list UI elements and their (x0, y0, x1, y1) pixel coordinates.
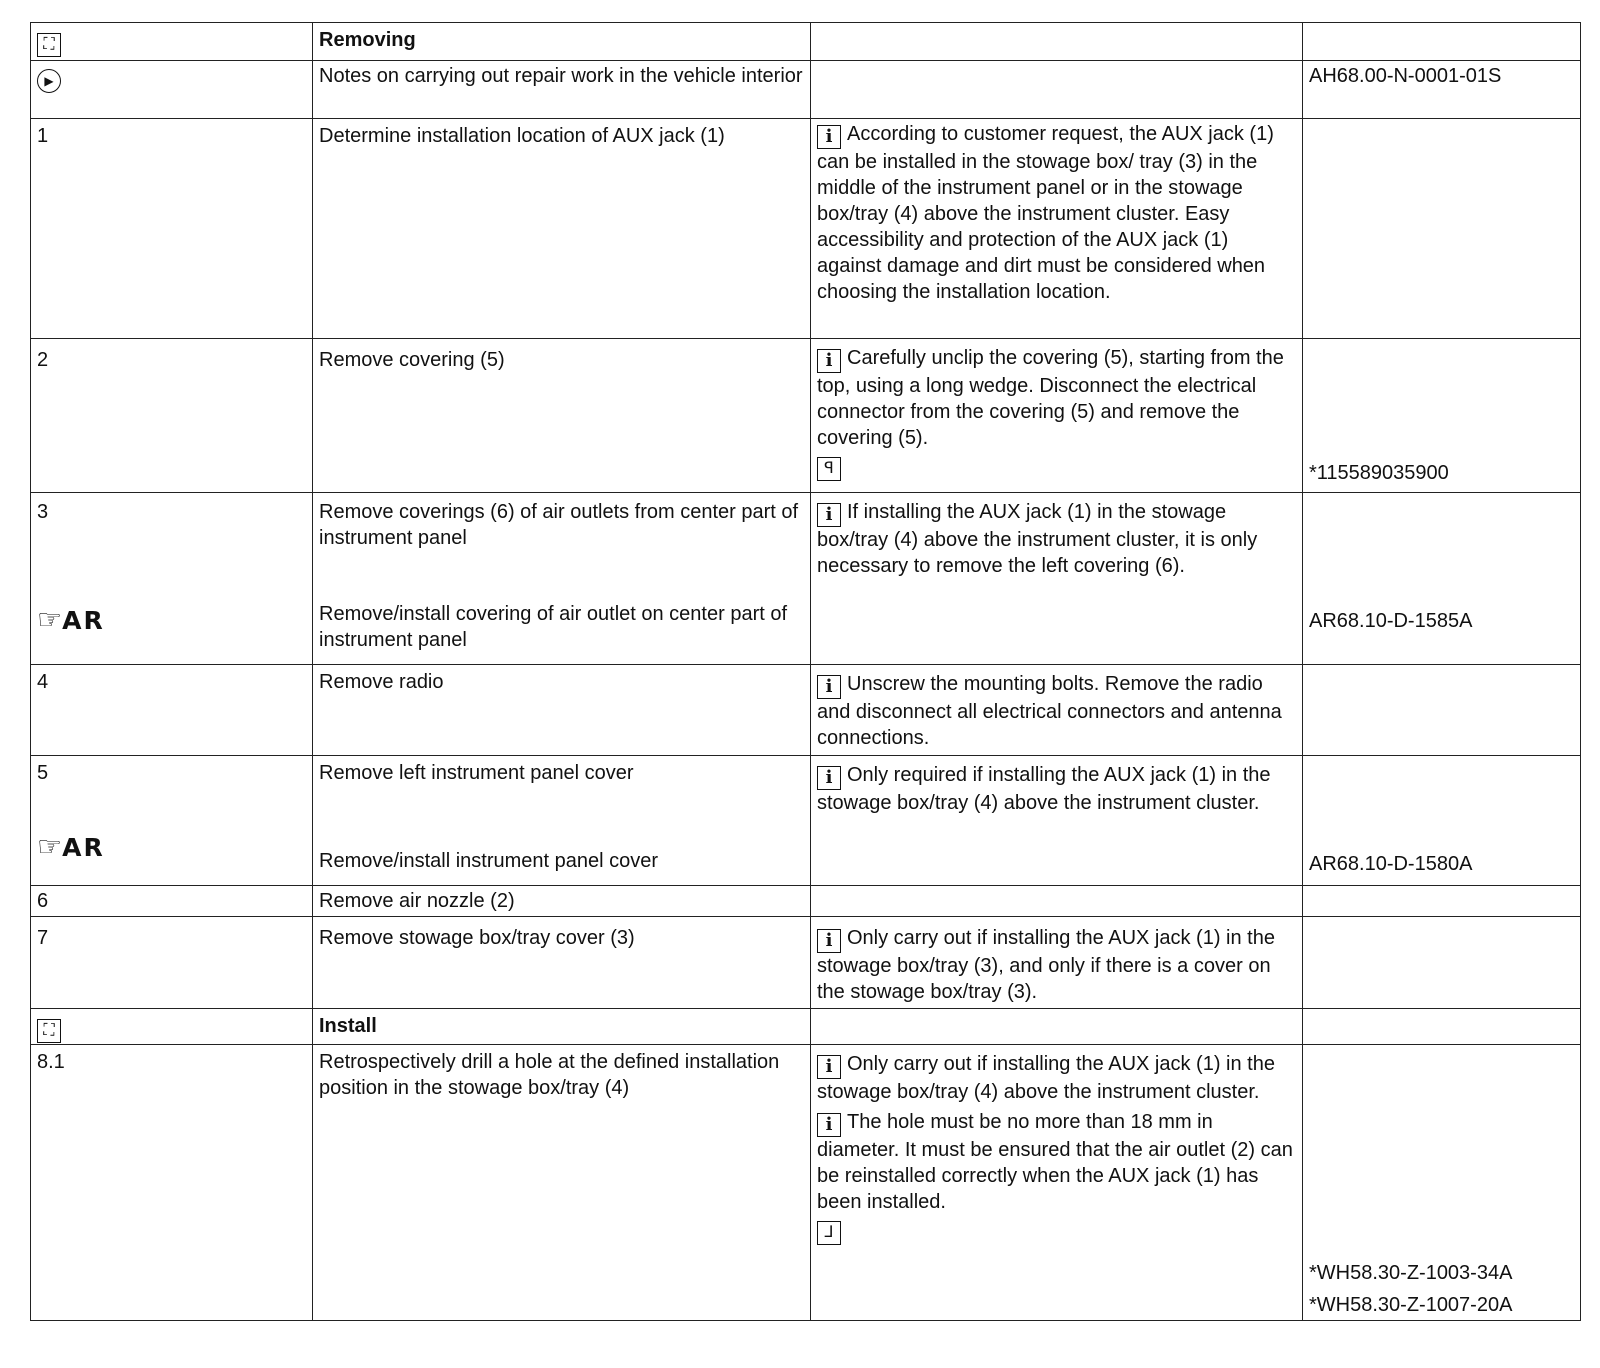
reference-link[interactable]: AH68.00-N-0001-01S (1303, 61, 1581, 119)
note-text: According to customer request, the AUX jack (1) can be installed in the stowage box/ tray (3) in the middle of the instrument panel or in the stowage box/tray (4) above the instrument cluster. Easy accessibility and protection of the AUX jack (1) against damage and dirt must be considered when choosing the installation location. (817, 123, 1274, 303)
step-action: Remove coverings (6) of air outlets from center part of instrument panel (319, 501, 799, 549)
step-number: 8.1 (31, 1045, 313, 1321)
info-icon: i (817, 349, 841, 373)
step-note (811, 493, 1303, 665)
step-action: Remove left instrument panel cover (319, 762, 634, 784)
step-action-cell (313, 493, 811, 665)
info-icon: i (817, 503, 841, 527)
info-icon: i (817, 1055, 841, 1079)
step-note (811, 119, 1303, 339)
install-symbol-icon: ⛶ (37, 1019, 61, 1043)
step-note (811, 339, 1303, 493)
step-note (811, 1045, 1303, 1321)
ar-action: Remove/install covering of air outlet on center part of instrument panel (319, 603, 788, 651)
torque-spec-icon: ⅃ (817, 1221, 841, 1245)
step-number-cell (31, 756, 313, 886)
table-row-step-4 (31, 665, 1581, 756)
table-row-step-3 (31, 493, 1581, 665)
step-number: 4 (31, 665, 313, 756)
step-number: 7 (31, 917, 313, 1009)
section-header-install (31, 1009, 1581, 1045)
note-text: Unscrew the mounting bolts. Remove the radio and disconnect all electrical connectors and antenna connections. (817, 673, 1282, 749)
reference-link[interactable]: *115589035900 (1303, 339, 1581, 493)
reference-link[interactable]: *WH58.30-Z-1007-20A (1309, 1294, 1513, 1316)
step-number: 5 (37, 762, 49, 784)
note-text: Only carry out if installing the AUX jack (1) in the stowage box/tray (3), and only if there is a cover on the stowage box/tray (3). (817, 927, 1275, 1003)
info-icon: i (817, 1113, 841, 1137)
step-note (811, 665, 1303, 756)
ar-reference-marker: ☞AR (37, 830, 105, 863)
table-row-step-5 (31, 756, 1581, 886)
info-icon: i (817, 125, 841, 149)
step-action: Remove stowage box/tray cover (3) (313, 917, 811, 1009)
notes-text: Notes on carrying out repair work in the vehicle interior (313, 61, 811, 119)
note-text: Carefully unclip the covering (5), starting from the top, using a long wedge. Disconnect the electrical connector from the covering (5) and remove the covering (5). (817, 347, 1284, 449)
special-tool-icon: ꟼ (817, 457, 841, 481)
ar-reference-marker: ☞AR (37, 603, 105, 636)
section-title: Removing (313, 23, 811, 61)
step-action: Retrospectively drill a hole at the defined installation position in the stowage box/tray (4) (313, 1045, 811, 1321)
notes-circle-icon: ▶ (37, 69, 61, 93)
step-number: 3 (37, 501, 49, 523)
reference-cell (1303, 1045, 1581, 1321)
section-header-removing (31, 23, 1581, 61)
step-note (811, 917, 1303, 1009)
ar-action: Remove/install instrument panel cover (319, 850, 659, 872)
repair-procedure-table (30, 22, 1581, 1321)
step-note (811, 756, 1303, 886)
table-row-step-7 (31, 917, 1581, 1009)
step-action: Remove covering (5) (313, 339, 811, 493)
step-number: 2 (31, 339, 313, 493)
info-icon: i (817, 929, 841, 953)
info-icon: i (817, 766, 841, 790)
step-action: Determine installation location of AUX jack (1) (313, 119, 811, 339)
table-row-notes (31, 61, 1581, 119)
step-number-cell (31, 493, 313, 665)
step-number: 1 (31, 119, 313, 339)
info-icon: i (817, 675, 841, 699)
note-text: Only required if installing the AUX jack (1) in the stowage box/tray (4) above the instrument cluster. (817, 764, 1271, 814)
pointing-hand-icon: ☞ (37, 830, 63, 863)
table-row-step-6 (31, 886, 1581, 917)
table-row-step-1 (31, 119, 1581, 339)
step-action-cell (313, 756, 811, 886)
remove-symbol-icon: ⛶ (37, 33, 61, 57)
table-row-step-2 (31, 339, 1581, 493)
step-number: 6 (31, 886, 313, 917)
reference-link[interactable]: AR68.10-D-1585A (1303, 493, 1581, 665)
note-text: The hole must be no more than 18 mm in diameter. It must be ensured that the air outlet (2) can be reinstalled correctly when the AUX jack (1) has been installed. (817, 1111, 1293, 1213)
step-action: Remove air nozzle (2) (313, 886, 811, 917)
note-text: Only carry out if installing the AUX jack (1) in the stowage box/tray (4) above the instrument cluster. (817, 1053, 1275, 1103)
reference-link[interactable]: AR68.10-D-1580A (1303, 756, 1581, 886)
step-action: Remove radio (313, 665, 811, 756)
reference-link[interactable]: *WH58.30-Z-1003-34A (1309, 1262, 1513, 1284)
section-title: Install (313, 1009, 811, 1045)
table-row-step-8-1 (31, 1045, 1581, 1321)
pointing-hand-icon: ☞ (37, 603, 63, 636)
note-text: If installing the AUX jack (1) in the stowage box/tray (4) above the instrument cluster, it is only necessary to remove the left covering (6). (817, 501, 1258, 577)
